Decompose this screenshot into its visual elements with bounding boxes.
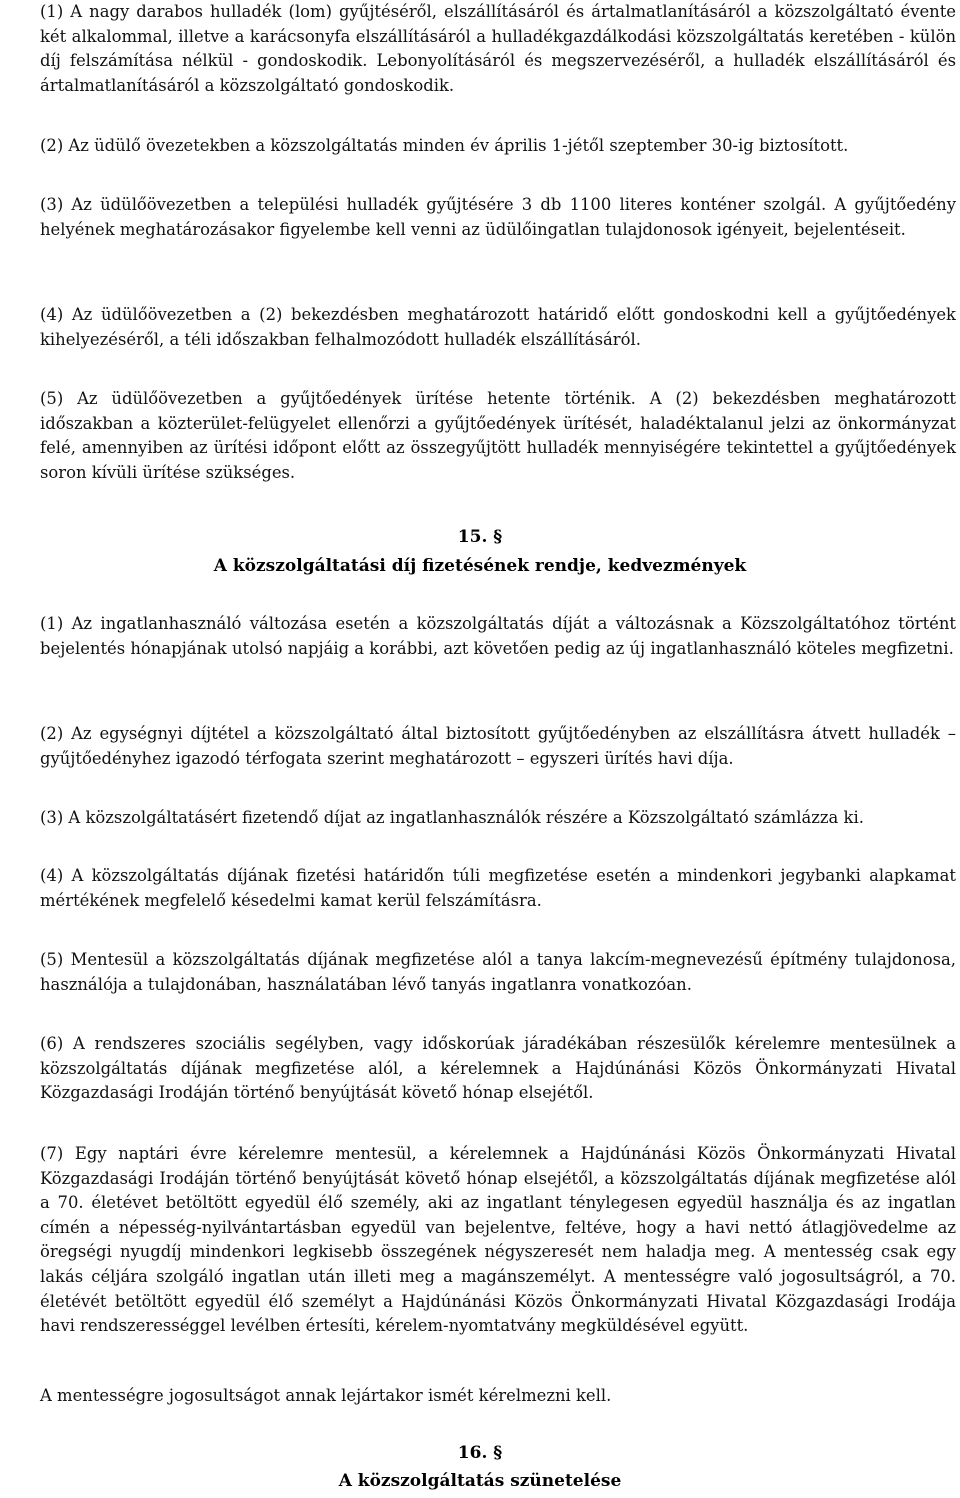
paragraph-15-5: (5) Mentesül a közszolgáltatás díjának megfizetése alól a tanya lakcím-megnevezésű építmény tulajdonosa, használója a tulajdonában, használatában lévő tanyás ingatlanra vonatkozóan.: [40, 950, 956, 994]
section-15-title: A közszolgáltatási díj fizetésének rendje, kedvezmények: [213, 556, 747, 576]
paragraph-15-6: (6) A rendszeres szociális segélyben, vagy időskorúak járadékában részesülők kérelemre mentesülnek a közszolgáltatás díjának megfizetése alól, a kérelemnek a Hajdúnánási Közös Önkormányzati Hivatal Közgazdasági Irodáján történő benyújtását követő hónap elsejétől.: [40, 1034, 956, 1103]
paragraph-15-7-note: A mentességre jogosultságot annak lejártakor ismét kérelmezni kell.: [40, 1386, 612, 1405]
paragraph-sign: §: [493, 1443, 503, 1463]
section-15-number: [0, 525, 960, 550]
section-number: 15.: [457, 527, 488, 547]
paragraph-15-1: (1) Az ingatlanhasználó változása esetén a közszolgáltatás díját a változásnak a Közszolgáltatóhoz történt bejelentés hónapjának utolsó napjáig a korábbi, azt követően pedig az új ingatlanhasználó köteles megfizetni.: [40, 614, 956, 658]
section-number: 16.: [457, 1443, 488, 1463]
paragraph-15-2: (2) Az egységnyi díjtétel a közszolgáltató által biztosított gyűjtőedényben az elszállításra átvett hulladék – gyűjtőedényhez igazodó térfogata szerint meghatározott – egyszeri ürítés havi díja.: [40, 724, 956, 768]
paragraph-2-udulo: (2) Az üdülő övezetekben a közszolgáltatás minden év április 1-jétől szeptember 30-ig biztosított.: [40, 136, 849, 155]
section-16-title: A közszolgáltatás szünetelése: [338, 1471, 622, 1491]
paragraph-1-lom: (1) A nagy darabos hulladék (lom) gyűjtéséről, elszállításáról és ártalmatlanításáról a közszolgáltató évente két alkalommal, illetve a karácsonyfa elszállításáról a hulladékgazdálkodási közszolgáltatás keretében - külön díj felszámítása nélkül - gondoskodik. Lebonyolításáról és megszervezéséről, a hulladék elszállításáról és ártalmatlanításáról a közszolgáltató gondoskodik.: [40, 2, 956, 95]
paragraph-sign: §: [493, 527, 503, 547]
paragraph-15-4: (4) A közszolgáltatás díjának fizetési határidőn túli megfizetése esetén a mindenkori jegybanki alapkamat mértékének megfelelő késedelmi kamat kerül felszámításra.: [40, 866, 956, 910]
paragraph-15-3: (3) A közszolgáltatásért fizetendő díjat az ingatlanhasználók részére a Közszolgáltató számlázza ki.: [40, 808, 864, 827]
paragraph-3-kontener: (3) Az üdülőövezetben a települési hulladék gyűjtésére 3 db 1100 literes konténer szolgál. A gyűjtőedény helyének meghatározásakor figyelembe kell venni az üdülőingatlan tulajdonosok igényeit, bejelentéseit.: [40, 195, 956, 239]
paragraph-15-7: (7) Egy naptári évre kérelemre mentesül, a kérelemnek a Hajdúnánási Közös Önkormányzati Hivatal Közgazdasági Irodáján történő benyújtását követő hónap elsejétől, a közszolgáltatás díjának megfizetése alól a 70. életévet betöltött egyedül élő személy, aki az ingatlant ténylegesen egyedül használja és az ingatlan címén a népesség-nyilvántartásban egyedül van bejelentve, feltéve, hogy a havi nettó átlagjövedelme az öregségi nyugdíj mindenkori legkisebb összegének négyszeresét nem haladja meg. A mentesség csak egy lakás céljára szolgáló ingatlan után illeti meg a magánszemélyt. A mentességre való jogosultságról, a 70. életévét betöltött egyedül élő személyt a Hajdúnánási Közös Önkormányzati Hivatal Közgazdasági Irodája havi rendszerességgel levélben értesíti, kérelem-nyomtatvány megküldésével együtt.: [40, 1144, 956, 1336]
paragraph-4-hatarido: (4) Az üdülőövezetben a (2) bekezdésben meghatározott határidő előtt gondoskodni kell a gyűjtőedények kihelyezéséről, a téli időszakban felhalmozódott hulladék elszállításáról.: [40, 305, 956, 349]
section-16-number: [0, 1441, 960, 1466]
paragraph-5-urites: (5) Az üdülőövezetben a gyűjtőedények ürítése hetente történik. A (2) bekezdésben meghatározott időszakban a közterület-felügyelet ellenőrzi a gyűjtőedények ürítését, haladéktalanul jelzi az önkormányzat felé, amennyiben az ürítési időpont előtt az összegyűjtött hulladék mennyiségére tekintettel a gyűjtőedények soron kívüli ürítése szükséges.: [40, 389, 956, 482]
